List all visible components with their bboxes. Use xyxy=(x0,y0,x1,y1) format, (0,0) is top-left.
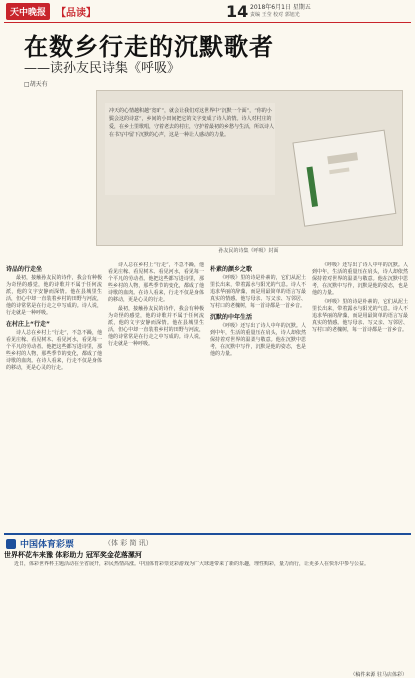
masthead xyxy=(0,0,415,22)
book-photo xyxy=(96,90,403,246)
newspaper-logo: 天中晚报 xyxy=(6,3,50,20)
lottery-logo-icon xyxy=(6,539,16,549)
section-text: 《呼吸》里的诗是朴素的，它们从泥土里长出来，带着露水与阳光的气息。诗人不追求华丽的辞藻，而是用最简单的语言写最真实的情感。他写母亲、写父亲、写邻居、写村口的老槐树，每一首诗都是一首乡音。 xyxy=(210,275,306,309)
ad-body-text: 近日，体彩世界杯主题活动在全省展开，彩民热情高涨。中国体育彩票竞彩游戏为广大球迷带来了新的乐趣，理性购彩，量力而行，让更多人在快乐中参与公益。 xyxy=(14,561,370,567)
article-column-1 xyxy=(6,262,102,530)
section-heading: 诗品的行走坐 xyxy=(6,266,43,273)
section-heading: 朴素的颜乡之歌 xyxy=(210,266,253,273)
page-number: 14 xyxy=(226,2,249,21)
article-column-2 xyxy=(108,262,204,530)
section-text: 《呼吸》还写出了诗人中年的沉默。人到中年，生活的重量压在肩头，诗人却依然保持着对世界的温柔与敬意。他在沉默中思考，在沉默中写作，沉默是他的姿态，也是他的力量。 xyxy=(210,323,306,357)
ad-logo-text: 中国体育彩票 xyxy=(20,540,75,550)
header-rule xyxy=(4,22,411,23)
section-heading: 在村庄上“行走” xyxy=(6,321,50,328)
article-column-3 xyxy=(210,262,306,530)
issue-date: 2018年6月1日 星期五 xyxy=(250,4,311,11)
footer-source: （稿件来源 驻马店体彩） xyxy=(350,672,407,678)
article-column-4 xyxy=(312,262,408,530)
section-heading: 沉默的中年生活 xyxy=(210,314,253,321)
poem-overlay: 冲天的心情越积越“宽旷”，就会让我们对这世界中“沉默一个面”，“你的小鬓会这的诗意”，乡间的小田间把它的文字变成了诗人的情。诗人对村庄的爱，在乡土里歌唱，守着老去的村庄，守护着最初的乡愁与生活，所以诗人在书写中留下沉默的心声，这是一种让人感动的力量。 xyxy=(109,108,275,138)
article-title: 在数乡行走的沉默歌者 xyxy=(24,32,274,61)
ad-body xyxy=(4,561,409,667)
lottery-ad xyxy=(4,533,411,675)
photo-caption: 孙友民的诗集《呼吸》封面 xyxy=(218,248,279,254)
section-text: 诗人总在乡村上“行走”，不急不躁，他看见庄稼、看见树木、看见河水，看见每一个平凡的劳动者。他把这些都写进诗里，那些乡村的人物，那些季节的变化，都成了他诗歌的血肉。在诗人看来，行走不仅是身体的移动，更是心灵的行走。 xyxy=(108,262,204,303)
section-text: 《呼吸》里的诗是朴素的，它们从泥土里长出来，带着露水与阳光的气息。诗人不追求华丽的辞藻，而是用最简单的语言写最真实的情感。他写母亲、写父亲、写邻居、写村口的老槐树，每一首诗都是一首乡音。 xyxy=(312,299,408,333)
section-text: 最初，接触孙友民的诗作，我会有种极为奇怪的感觉，他的诗歌并不属于任何流派，他的文字安静而深情。他在县城里生活，但心中却一直装着乡村的田野与河流，他的诗常常是在行走之中写成的。诗人说，行走就是一种呼吸。 xyxy=(6,275,102,316)
ad-headline: 世界杯花车来豫 体彩助力 冠军奖金花落漯河 xyxy=(4,551,142,559)
section-text: 《呼吸》还写出了诗人中年的沉默。人到中年，生活的重量压在肩头，诗人却依然保持着对世界的温柔与敬意。他在沉默中思考，在沉默中写作，沉默是他的姿态，也是他的力量。 xyxy=(312,262,408,296)
byline: □胡天有 xyxy=(24,81,48,88)
editors-line: 责编 王莹 校对 郭旭光 xyxy=(250,12,300,18)
article-subtitle: ——读孙友民诗集《呼吸》 xyxy=(24,61,181,76)
ad-tag: （体 彩 简 讯） xyxy=(104,539,153,547)
section-text: 诗人总在乡村上“行走”，不急不躁，他看见庄稼、看见树木、看见河水，看见每一个平凡的劳动者。他把这些都写进诗里，那些乡村的人物，那些季节的变化，都成了他诗歌的血肉。在诗人看来，行走不仅是身体的移动，更是心灵的行走。 xyxy=(6,330,102,371)
section-text: 最初，接触孙友民的诗作，我会有种极为奇怪的感觉，他的诗歌并不属于任何流派，他的文字安静而深情。他在县城里生活，但心中却一直装着乡村的田野与河流，他的诗常常是在行走之中写成的。诗人说，行走就是一种呼吸。 xyxy=(108,306,204,347)
section-label: 【品读】 xyxy=(56,8,96,19)
